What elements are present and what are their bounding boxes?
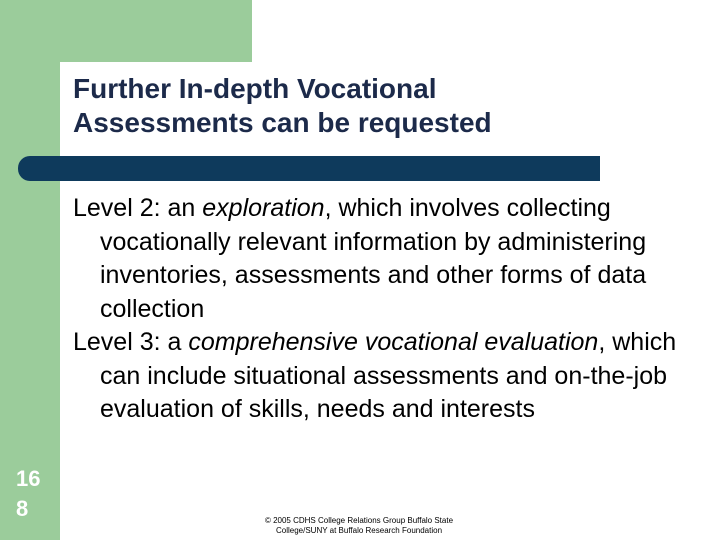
level-2-italic: exploration bbox=[202, 194, 325, 222]
left-green-bar bbox=[0, 0, 60, 540]
level-3-lead: Level 3: a bbox=[73, 328, 189, 356]
level-3-italic: comprehensive vocational evaluation bbox=[188, 328, 599, 356]
slide-body bbox=[73, 192, 703, 427]
copyright-footer bbox=[214, 516, 504, 536]
level-3-rest: , which can include situational assessments and on-the-job evaluation of skills, needs and interests bbox=[100, 328, 677, 423]
footer-line-1: © 2005 CDHS College Relations Group Buffalo State bbox=[264, 516, 454, 525]
title-line-2: Assessments can be requested bbox=[73, 107, 492, 138]
level-3-paragraph bbox=[73, 326, 703, 427]
title-divider-bar bbox=[18, 156, 600, 181]
top-green-block bbox=[0, 0, 252, 62]
slide-title bbox=[73, 72, 673, 140]
slide-number-line-1: 16 bbox=[16, 466, 41, 491]
footer-line-2: College/SUNY at Buffalo Research Foundation bbox=[275, 526, 443, 535]
level-2-paragraph bbox=[73, 192, 703, 326]
slide-number-line-2: 8 bbox=[16, 496, 29, 521]
level-2-rest: , which involves collecting vocationally relevant information by administering inventories, assessments and other forms of data collection bbox=[100, 194, 647, 323]
level-2-lead: Level 2: an bbox=[73, 194, 203, 222]
slide-number bbox=[16, 464, 56, 524]
title-line-1: Further In-depth Vocational bbox=[73, 73, 437, 104]
